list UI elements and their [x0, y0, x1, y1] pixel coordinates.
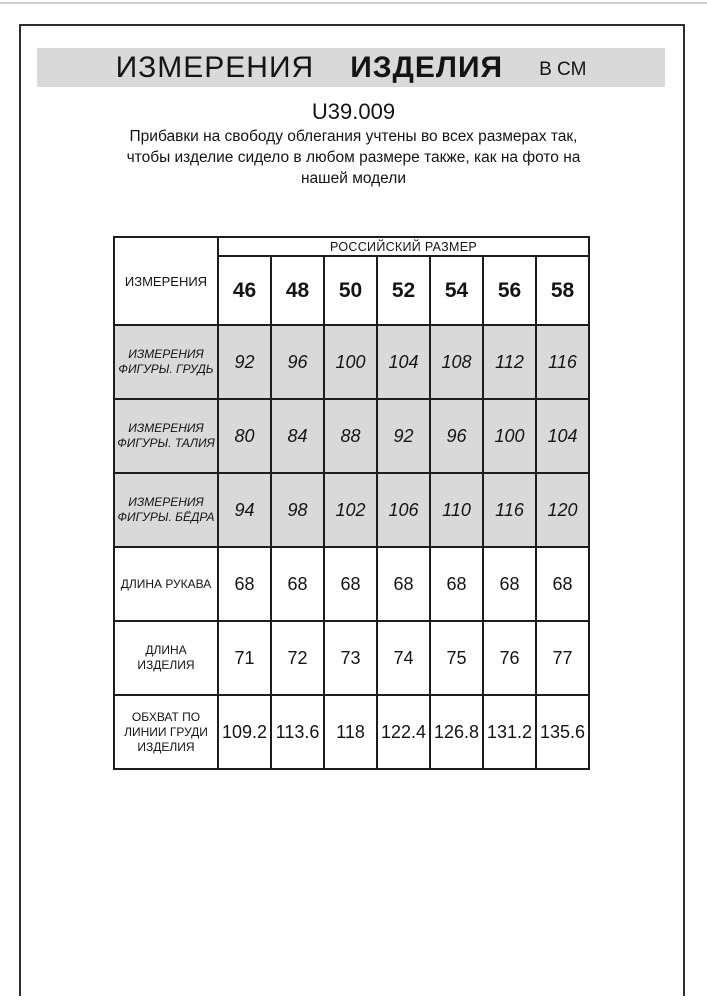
- measure-value-cell: 80: [218, 399, 271, 473]
- measure-value-cell: 108: [430, 325, 483, 399]
- measure-value-cell: 109.2: [218, 695, 271, 769]
- measure-value-cell: 75: [430, 621, 483, 695]
- fit-note: [0, 126, 707, 189]
- table-row-item-chest-girth: [114, 695, 589, 769]
- measure-value-cell: 74: [377, 621, 430, 695]
- fit-note-line-2: чтобы изделие сидело в любом размере также, как на фото на: [126, 149, 581, 166]
- size-col-header: 54: [430, 256, 483, 325]
- measure-value-cell: 106: [377, 473, 430, 547]
- measure-value-cell: 68: [218, 547, 271, 621]
- size-band-row: [114, 237, 589, 256]
- measure-value-cell: 98: [271, 473, 324, 547]
- row-label: ИЗМЕРЕНИЯ ФИГУРЫ. ТАЛИЯ: [114, 399, 218, 473]
- measure-value-cell: 110: [430, 473, 483, 547]
- measure-value-cell: 96: [430, 399, 483, 473]
- measure-value-cell: 68: [271, 547, 324, 621]
- size-col-header: 46: [218, 256, 271, 325]
- title-unit-label: В СМ: [539, 58, 587, 80]
- measure-value-cell: 126.8: [430, 695, 483, 769]
- measure-value-cell: 116: [536, 325, 589, 399]
- row-label: ИЗМЕРЕНИЯ ФИГУРЫ. БЁДРА: [114, 473, 218, 547]
- measure-value-cell: 104: [377, 325, 430, 399]
- measure-value-cell: 92: [218, 325, 271, 399]
- measure-value-cell: 135.6: [536, 695, 589, 769]
- measure-value-cell: 68: [483, 547, 536, 621]
- size-table: [113, 236, 590, 770]
- table-row-figure-waist: [114, 399, 589, 473]
- measure-value-cell: 94: [218, 473, 271, 547]
- measure-value-cell: 68: [377, 547, 430, 621]
- measure-value-cell: 113.6: [271, 695, 324, 769]
- measure-value-cell: 76: [483, 621, 536, 695]
- measure-value-cell: 77: [536, 621, 589, 695]
- measure-value-cell: 68: [430, 547, 483, 621]
- measure-value-cell: 116: [483, 473, 536, 547]
- page-top-edge-line: [0, 2, 707, 4]
- measure-value-cell: 100: [324, 325, 377, 399]
- measure-value-cell: 120: [536, 473, 589, 547]
- fit-note-line-3: нашей модели: [301, 170, 406, 187]
- fit-note-line-1: Прибавки на свободу облегания учтены во всех размерах так,: [129, 128, 578, 145]
- measure-value-cell: 68: [536, 547, 589, 621]
- measure-value-cell: 118: [324, 695, 377, 769]
- measure-value-cell: 88: [324, 399, 377, 473]
- measure-value-cell: 92: [377, 399, 430, 473]
- size-col-header: 48: [271, 256, 324, 325]
- measure-value-cell: 96: [271, 325, 324, 399]
- product-code: U39.009: [311, 99, 396, 124]
- corner-header: ИЗМЕРЕНИЯ: [114, 237, 218, 325]
- measure-value-cell: 72: [271, 621, 324, 695]
- size-col-header: 56: [483, 256, 536, 325]
- row-label: ОБХВАТ ПО ЛИНИИ ГРУДИ ИЗДЕЛИЯ: [114, 695, 218, 769]
- table-row-sleeve-length: [114, 547, 589, 621]
- row-label: ИЗМЕРЕНИЯ ФИГУРЫ. ГРУДЬ: [114, 325, 218, 399]
- measure-value-cell: 104: [536, 399, 589, 473]
- russian-size-header: РОССИЙСКИЙ РАЗМЕР: [218, 237, 589, 256]
- table-row-item-length: [114, 621, 589, 695]
- measure-value-cell: 122.4: [377, 695, 430, 769]
- measure-value-cell: 73: [324, 621, 377, 695]
- size-col-header: 52: [377, 256, 430, 325]
- measure-value-cell: 100: [483, 399, 536, 473]
- title-word-product: ИЗДЕЛИЯ: [350, 50, 504, 84]
- measure-value-cell: 71: [218, 621, 271, 695]
- measure-value-cell: 68: [324, 547, 377, 621]
- measure-value-cell: 131.2: [483, 695, 536, 769]
- table-row-figure-hips: [114, 473, 589, 547]
- row-label: ДЛИНА ИЗДЕЛИЯ: [114, 621, 218, 695]
- size-col-header: 58: [536, 256, 589, 325]
- size-col-header: 50: [324, 256, 377, 325]
- measure-value-cell: 84: [271, 399, 324, 473]
- row-label: ДЛИНА РУКАВА: [114, 547, 218, 621]
- measure-value-cell: 102: [324, 473, 377, 547]
- title-word-measurements: ИЗМЕРЕНИЯ: [115, 50, 315, 84]
- measure-value-cell: 112: [483, 325, 536, 399]
- table-row-figure-chest: [114, 325, 589, 399]
- title-banner: [37, 48, 665, 87]
